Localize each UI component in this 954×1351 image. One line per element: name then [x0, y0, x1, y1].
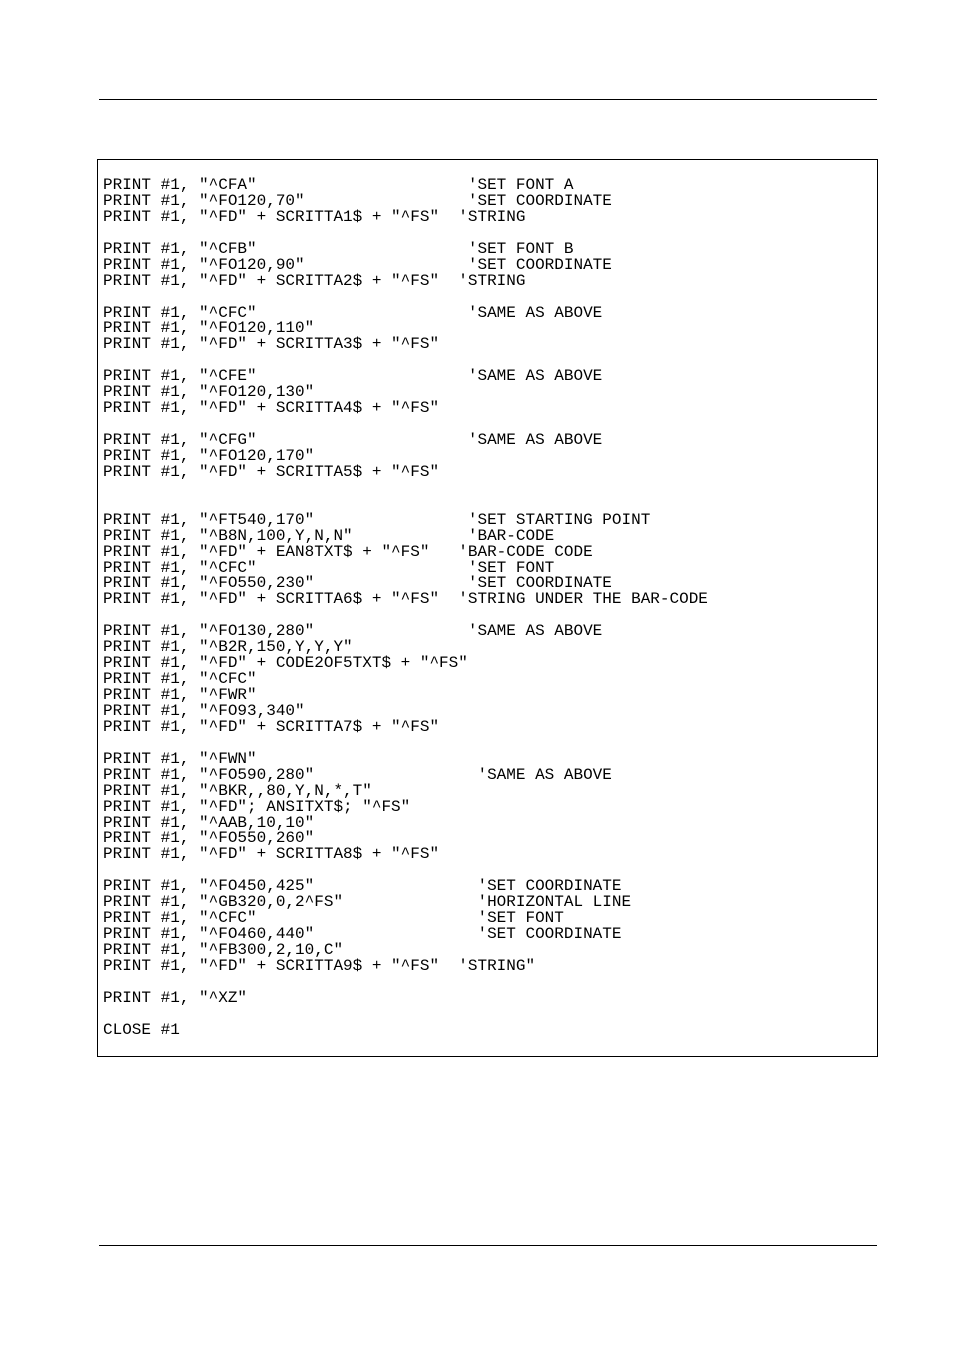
code-line: PRINT #1, "^FO93,340": [103, 701, 305, 720]
code-line: [103, 481, 708, 497]
code-line: PRINT #1, "^CFC" 'SAME AS ABOVE: [103, 303, 603, 322]
code-line: PRINT #1, "^CFG" 'SAME AS ABOVE: [103, 431, 603, 449]
code-line: PRINT #1, "^CFC" 'SET FONT: [103, 909, 564, 928]
header-rule: [99, 99, 877, 100]
code-line: PRINT #1, "^CFB" 'SET FONT B: [103, 239, 574, 258]
code-line: PRINT #1, "^FWN": [103, 749, 257, 768]
code-line: PRINT #1, "^FT540,170" 'SET STARTING POINT: [103, 510, 651, 529]
code-line: PRINT #1, "^FD" + CODE2OF5TXT$ + "^FS": [103, 654, 468, 673]
code-line: PRINT #1, "^FD" + SCRITTA7$ + "^FS": [103, 717, 440, 736]
code-line: PRINT #1, "^FD" + SCRITTA1$ + "^FS" 'STRING: [103, 207, 526, 226]
code-line: PRINT #1, "^CFC" 'SET FONT: [103, 558, 555, 577]
code-listing-box: [97, 159, 878, 1057]
code-listing: [103, 178, 708, 1039]
footer-rule: [99, 1245, 877, 1246]
code-line: PRINT #1, "^FO450,425" 'SET COORDINATE: [103, 877, 622, 896]
code-line: PRINT #1, "^FO550,230" 'SET COORDINATE: [103, 574, 612, 593]
code-line: PRINT #1, "^FO120,130": [103, 383, 315, 402]
code-line: PRINT #1, "^FO120,170": [103, 446, 315, 465]
code-line: CLOSE #1: [103, 1020, 180, 1039]
code-line: PRINT #1, "^BKR,,80,Y,N,*,T": [103, 781, 372, 800]
code-line: PRINT #1, "^FO130,280" 'SAME AS ABOVE: [103, 622, 603, 641]
code-line: PRINT #1, "^FO590,280" 'SAME AS ABOVE: [103, 765, 612, 784]
code-line: PRINT #1, "^FO120,70" 'SET COORDINATE: [103, 191, 612, 210]
code-line: PRINT #1, "^FD" + SCRITTA9$ + "^FS" 'STRING": [103, 956, 536, 975]
code-line: PRINT #1, "^XZ": [103, 988, 248, 1007]
code-line: PRINT #1, "^B8N,100,Y,N,N" 'BAR-CODE: [103, 526, 555, 545]
code-line: PRINT #1, "^FB300,2,10,C": [103, 941, 344, 959]
code-line: PRINT #1, "^FD" + SCRITTA4$ + "^FS": [103, 399, 440, 418]
code-line: PRINT #1, "^FD" + SCRITTA5$ + "^FS": [103, 462, 440, 481]
code-line: PRINT #1, "^CFA" 'SET FONT A: [103, 176, 574, 194]
code-line: PRINT #1, "^FO460,440" 'SET COORDINATE: [103, 925, 622, 944]
code-line: PRINT #1, "^FD" + EAN8TXT$ + "^FS" 'BAR-CODE CODE: [103, 542, 593, 561]
code-line: PRINT #1, "^FD" + SCRITTA3$ + "^FS": [103, 335, 440, 354]
code-line: PRINT #1, "^FO120,90" 'SET COORDINATE: [103, 255, 612, 274]
code-line: PRINT #1, "^AAB,10,10": [103, 813, 315, 832]
code-line: [103, 1007, 708, 1023]
code-line: PRINT #1, "^FWR": [103, 686, 257, 704]
code-line: PRINT #1, "^B2R,150,Y,Y,Y": [103, 638, 353, 657]
code-line: PRINT #1, "^CFC": [103, 670, 257, 689]
code-line: PRINT #1, "^GB320,0,2^FS" 'HORIZONTAL LINE: [103, 893, 632, 912]
code-line: PRINT #1, "^FD" + SCRITTA2$ + "^FS" 'STRING: [103, 271, 526, 290]
code-line: PRINT #1, "^FD" + SCRITTA6$ + "^FS" 'STRING UNDER THE BAR-CODE: [103, 590, 708, 609]
code-line: PRINT #1, "^FO120,110": [103, 319, 315, 338]
code-line: PRINT #1, "^CFE" 'SAME AS ABOVE: [103, 367, 603, 386]
code-line: PRINT #1, "^FD"; ANSITXT$; "^FS": [103, 797, 411, 816]
code-line: PRINT #1, "^FO550,260": [103, 829, 315, 848]
code-line: PRINT #1, "^FD" + SCRITTA8$ + "^FS": [103, 845, 440, 864]
